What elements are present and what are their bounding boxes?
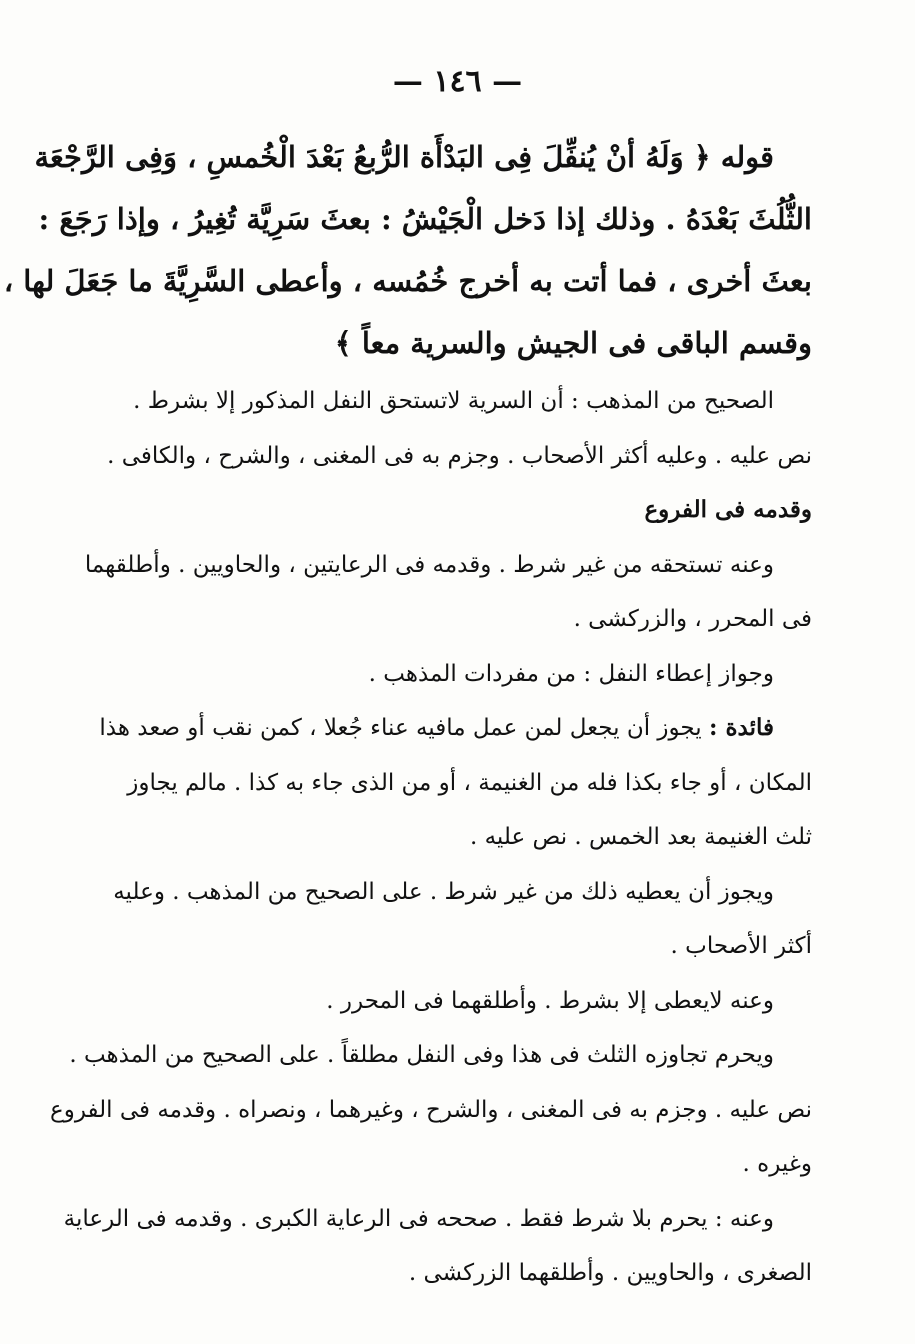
note-label: فائدة :: [708, 714, 774, 741]
text-line: المكان ، أو جاء بكذا فله من الغنيمة ، أو من الذى جاء به كذا . مالم يجاوز: [127, 769, 812, 796]
paragraph: [63, 1192, 812, 1301]
text-line: وعنه : يحرم بلا شرط فقط . صححه فى الرعاية الكبرى . وقدمه فى الرعاية: [63, 1205, 774, 1232]
paragraph: [50, 1028, 812, 1192]
text-line: وعنه لايعطى إلا بشرط . وأطلقهما فى المحرر .: [326, 987, 774, 1014]
text-line: ويجوز أن يعطيه ذلك من غير شرط . على الصحيح من المذهب . وعليه: [113, 878, 774, 905]
text-block: [3, 126, 812, 1301]
text-line: وقدمه فى الفروع: [644, 496, 812, 523]
text-line: ثلث الغنيمة بعد الخمس . نص عليه .: [469, 824, 812, 850]
paragraph: [99, 701, 812, 865]
text-line: وغيره .: [742, 1151, 812, 1177]
quote-line: الثُّلُثَ بَعْدَهُ . وذلك إذا دَخل الْجَيْشُ : بعثَ سَرِيَّة تُغِيرُ ، وإذا رَجَعَ :: [38, 202, 812, 236]
paragraph: [112, 974, 812, 1029]
text-line: الصغرى ، والحاويين . وأطلقهما الزركشى .: [408, 1260, 812, 1286]
text-run: يجوز أن يجعل لمن عمل مافيه عناء جُعلا ، كمن نقب أو صعد هذا: [99, 715, 709, 741]
paragraph: [112, 865, 812, 974]
text-line: وعنه تستحقه من غير شرط . وقدمه فى الرعايتين ، والحاويين . وأطلقهما: [84, 551, 774, 578]
paragraph: [84, 538, 812, 647]
quoted-text: [3, 126, 812, 374]
text-line: وجواز إعطاء النفل : من مفردات المذهب .: [368, 660, 774, 687]
paragraph: [107, 374, 812, 538]
text-line: الصحيح من المذهب : أن السرية لاتستحق النفل المذكور إلا بشرط .: [133, 388, 774, 414]
quote-line: قوله ﴿ وَلَهُ أنْ يُنفِّلَ فِى البَدْأَة الرُّبعُ بَعْدَ الْخُمسِ ، وَفِى الرَّجْعَة: [34, 140, 774, 174]
text-line: ويحرم تجاوزه الثلث فى هذا وفى النفل مطلقاً . على الصحيح من المذهب .: [69, 1042, 774, 1068]
quote-line: بعثَ أخرى ، فما أتت به أخرج خُمُسه ، وأعطى السَّرِيَّةَ ما جَعَلَ لها ،: [3, 264, 812, 298]
quote-line: وقسم الباقى فى الجيش والسرية معاً ﴾: [334, 326, 812, 360]
text-line: نص عليه . وجزم به فى المغنى ، والشرح ، وغيرهما ، ونصراه . وقدمه فى الفروع: [50, 1096, 812, 1123]
paragraph: [112, 647, 812, 702]
text-line: فى المحرر ، والزركشى .: [573, 606, 812, 632]
text-line: أكثر الأصحاب .: [670, 933, 812, 959]
text-line: [99, 701, 812, 756]
text-line: نص عليه . وعليه أكثر الأصحاب . وجزم به فى المغنى ، والشرح ، والكافى .: [107, 442, 812, 469]
page-number: — ١٤٦ —: [392, 64, 523, 99]
